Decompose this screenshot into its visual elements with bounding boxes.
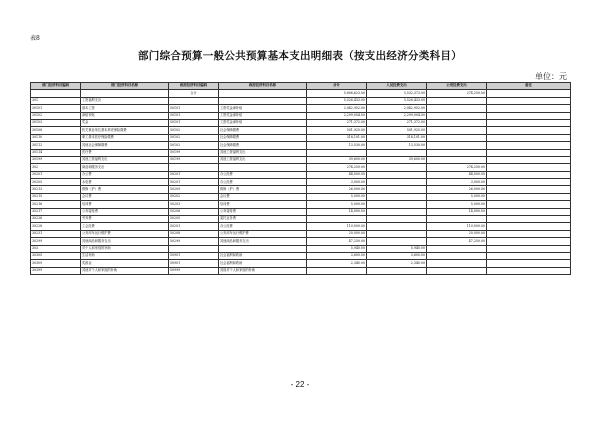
table-cell: 271,372.00: [367, 119, 427, 126]
table-cell: 50201: [169, 223, 219, 230]
table-cell: [427, 149, 487, 156]
table-row: [31, 127, 571, 134]
table-cell: [367, 230, 427, 237]
table-cell: 30299: [31, 238, 81, 245]
table-cell: 工资奖金津补贴: [219, 112, 307, 119]
table-cell: 会议费: [219, 193, 307, 200]
table-cell: 20,000.00: [427, 230, 487, 237]
table-cell: 其他工资福利支出: [219, 149, 307, 156]
table-cell: 274,250.00: [427, 90, 487, 97]
table-cell: 其他工资福利支出: [81, 156, 169, 163]
table-cell: [427, 156, 487, 163]
table-cell: 318,101.00: [367, 134, 427, 141]
table-cell: 5,000.00: [307, 201, 367, 208]
table-cell: 其他对个人和家庭的补助: [81, 267, 169, 274]
table-cell: [367, 238, 427, 245]
table-cell: [487, 97, 571, 104]
table-cell: 30215: [31, 193, 81, 200]
table-cell: 合计: [169, 90, 219, 97]
table-cell: 社会保障缴费: [219, 142, 307, 149]
table-cell: [487, 260, 571, 267]
table-cell: [367, 193, 427, 200]
table-cell: 机关事业单位基本养老保险缴费: [81, 127, 169, 134]
table-cell: [367, 267, 427, 274]
table-cell: [367, 208, 427, 215]
table-cell: [367, 223, 427, 230]
table-cell: 50199: [169, 156, 219, 163]
table-cell: [367, 179, 427, 186]
table-cell: [367, 164, 427, 171]
table-cell: [427, 97, 487, 104]
table-cell: 津贴补贴: [81, 112, 169, 119]
table-cell: [487, 238, 571, 245]
table-row: [31, 260, 571, 267]
table-cell: 110,000.00: [427, 223, 487, 230]
table-cell: [81, 90, 169, 97]
table-cell: 2,340.00: [307, 260, 367, 267]
table-cell: 办公经费: [219, 179, 307, 186]
table-cell: 30114: [31, 149, 81, 156]
table-cell: 50202: [169, 193, 219, 200]
column-header: 政府经济科目名称: [219, 83, 307, 90]
table-cell: 工资奖金津补贴: [219, 105, 307, 112]
table-cell: [487, 193, 571, 200]
table-cell: 社会福利和救助: [219, 252, 307, 259]
table-cell: [307, 216, 367, 223]
table-cell: [219, 97, 307, 104]
table-row: [31, 193, 571, 200]
table-cell: [487, 252, 571, 259]
table-cell: [427, 267, 487, 274]
table-cell: 30309: [31, 260, 81, 267]
table-cell: 501,925.00: [367, 127, 427, 134]
table-row: [31, 186, 571, 193]
table-cell: 39,600.00: [307, 156, 367, 163]
table-cell: 26,000.00: [307, 186, 367, 193]
table-cell: [427, 216, 487, 223]
table-cell: [367, 186, 427, 193]
table-cell: 50206: [169, 208, 219, 215]
table-cell: [487, 134, 571, 141]
table-cell: [487, 179, 571, 186]
table-row: [31, 156, 571, 163]
table-cell: 47,250.00: [427, 238, 487, 245]
table-cell: 318,101.00: [307, 134, 367, 141]
table-cell: [487, 149, 571, 156]
table-row: [31, 245, 571, 252]
table-cell: 水电费: [81, 179, 169, 186]
table-cell: [367, 149, 427, 156]
table-cell: [427, 142, 487, 149]
column-header: 部门经济科目编码: [31, 83, 81, 90]
table-cell: 社会福利和救助: [219, 260, 307, 267]
table-cell: [487, 112, 571, 119]
table-cell: 30228: [31, 223, 81, 230]
table-row: [31, 112, 571, 119]
table-cell: 工资奖金津补贴: [219, 119, 307, 126]
table-cell: 50299: [169, 238, 219, 245]
table-cell: 30110: [31, 134, 81, 141]
table-cell: 公务接待费: [81, 208, 169, 215]
table-cell: 5,000.00: [427, 201, 487, 208]
table-body: [31, 90, 571, 275]
page-number: - 22 -: [290, 380, 310, 389]
table-cell: 2,299,004.00: [367, 112, 427, 119]
table-cell: [427, 134, 487, 141]
table-cell: [427, 245, 487, 252]
table-cell: 2,042,952.00: [307, 105, 367, 112]
table-cell: [487, 245, 571, 252]
table-cell: 5,806,623.00: [307, 90, 367, 97]
table-cell: 50101: [169, 119, 219, 126]
table-cell: 2,340.00: [367, 260, 427, 267]
table-row: [31, 201, 571, 208]
table-cell: 20,000.00: [307, 230, 367, 237]
table-row: [31, 252, 571, 259]
table-cell: 302: [31, 164, 81, 171]
table-cell: 50205: [169, 216, 219, 223]
table-cell: 社会保障缴费: [219, 127, 307, 134]
table-cell: 50102: [169, 142, 219, 149]
table-cell: 奖金: [81, 119, 169, 126]
table-cell: 5,000.00: [427, 193, 487, 200]
table-cell: 社会保障缴费: [219, 134, 307, 141]
table-cell: 30226: [31, 216, 81, 223]
column-header: 部门经济科目名称: [81, 83, 169, 90]
table-cell: 30205: [31, 179, 81, 186]
table-cell: 5,526,433.00: [367, 97, 427, 104]
table-cell: 13,530.00: [367, 142, 427, 149]
table-cell: 办公经费: [219, 171, 307, 178]
table-cell: 301: [31, 97, 81, 104]
table-cell: 其他商品和服务支出: [81, 238, 169, 245]
table-cell: 30102: [31, 112, 81, 119]
table-cell: [427, 260, 487, 267]
table-cell: 会议费: [81, 193, 169, 200]
table-cell: 对个人和家庭的补助: [81, 245, 169, 252]
table-cell: 110,000.00: [307, 223, 367, 230]
table-cell: 公务接待费: [219, 208, 307, 215]
table-cell: 5,526,433.00: [307, 97, 367, 104]
page-title: 部门综合预算一般公共预算基本支出明细表（按支出经济分类科目）: [138, 50, 462, 62]
table-cell: [487, 186, 571, 193]
table-row: [31, 97, 571, 104]
table-cell: [487, 105, 571, 112]
table-cell: [487, 223, 571, 230]
table-cell: 13,530.00: [307, 142, 367, 149]
unit-label: 单位：元: [535, 72, 567, 81]
table-row: [31, 171, 571, 178]
table-cell: 30201: [31, 171, 81, 178]
table-cell: 3,000.00: [307, 179, 367, 186]
header-row: [31, 83, 571, 90]
table-cell: [367, 171, 427, 178]
table-cell: 50999: [169, 267, 219, 274]
table-cell: 44,000.00: [307, 171, 367, 178]
table-cell: 50102: [169, 127, 219, 134]
table-cell: 30231: [31, 230, 81, 237]
table-cell: 办公经费: [219, 223, 307, 230]
table-cell: 39,600.00: [367, 156, 427, 163]
table-cell: [487, 142, 571, 149]
column-header: 政府经济科目编码: [169, 83, 219, 90]
table-cell: 委托业务费: [219, 216, 307, 223]
table-cell: 501,925.00: [307, 127, 367, 134]
table-cell: 26,000.00: [427, 186, 487, 193]
table-cell: 5,532,373.00: [367, 90, 427, 97]
table-cell: 50201: [169, 171, 219, 178]
table-cell: [427, 252, 487, 259]
table-cell: 培训费: [81, 201, 169, 208]
table-row: [31, 105, 571, 112]
column-header: 公用经费支出: [427, 83, 487, 90]
table-cell: [487, 216, 571, 223]
table-row: [31, 142, 571, 149]
table-cell: [367, 201, 427, 208]
expenditure-table: [30, 82, 571, 275]
table-cell: 2,042,952.00: [367, 105, 427, 112]
table-cell: [487, 164, 571, 171]
table-cell: 3,600.00: [367, 252, 427, 259]
table-cell: 基本工资: [81, 105, 169, 112]
table-cell: 30217: [31, 208, 81, 215]
table-cell: 30199: [31, 156, 81, 163]
table-cell: 3,600.00: [307, 252, 367, 259]
table-cell: 30103: [31, 119, 81, 126]
table-cell: 271,372.00: [307, 119, 367, 126]
table-cell: 50203: [169, 201, 219, 208]
table-cell: 其他对个人和家庭的补助: [219, 267, 307, 274]
table-cell: [427, 112, 487, 119]
table-cell: 30216: [31, 201, 81, 208]
table-cell: [169, 245, 219, 252]
table-cell: [487, 156, 571, 163]
table-row: [31, 164, 571, 171]
table-cell: 30112: [31, 142, 81, 149]
table-cell: 工会经费: [81, 223, 169, 230]
table-row: [31, 208, 571, 215]
table-cell: 3,000.00: [427, 179, 487, 186]
table-cell: [487, 127, 571, 134]
table-cell: 50102: [169, 134, 219, 141]
table-cell: 奖励金: [81, 260, 169, 267]
table-cell: 30108: [31, 127, 81, 134]
table-cell: 其他商品和服务支出: [219, 238, 307, 245]
table-row: [31, 267, 571, 274]
table-cell: 50901: [169, 252, 219, 259]
column-header: 合计: [307, 83, 367, 90]
table-cell: 50101: [169, 112, 219, 119]
table-cell: [487, 119, 571, 126]
table-cell: 商品和服务支出: [81, 164, 169, 171]
table-cell: [219, 245, 307, 252]
table-cell: [31, 90, 81, 97]
table-cell: [487, 208, 571, 215]
table-cell: 50199: [169, 149, 219, 156]
table-cell: 公务用车运行维护费: [219, 230, 307, 237]
table-cell: 47,250.00: [307, 238, 367, 245]
table-cell: [487, 90, 571, 97]
table-cell: 303: [31, 245, 81, 252]
table-cell: 5,940.00: [367, 245, 427, 252]
table-cell: [487, 171, 571, 178]
table-cell: [169, 97, 219, 104]
table-cell: 5,940.00: [307, 245, 367, 252]
table-cell: 培训费: [219, 201, 307, 208]
table-cell: 维修（护）费: [81, 186, 169, 193]
table-cell: 30399: [31, 267, 81, 274]
table-cell: 办公费: [81, 171, 169, 178]
table-cell: 14,000.00: [307, 208, 367, 215]
table-cell: [307, 149, 367, 156]
table-cell: 50101: [169, 105, 219, 112]
table-cell: 50208: [169, 230, 219, 237]
table-cell: [427, 127, 487, 134]
table-cell: 2,299,004.00: [307, 112, 367, 119]
table-cell: 医疗费: [81, 149, 169, 156]
table-cell: 30213: [31, 186, 81, 193]
table-cell: 职工基本医疗保险缴费: [81, 134, 169, 141]
table-row: [31, 179, 571, 186]
column-header: 备注: [487, 83, 571, 90]
table-row: [31, 223, 571, 230]
table-cell: 其他社会保障缴费: [81, 142, 169, 149]
table-cell: [487, 267, 571, 274]
table-row: [31, 216, 571, 223]
table-cell: 50209: [169, 186, 219, 193]
table-row: [31, 230, 571, 237]
table-cell: [487, 201, 571, 208]
table-cell: 工资福利支出: [81, 97, 169, 104]
table-cell: 维修（护）费: [219, 186, 307, 193]
table-cell: 生活补助: [81, 252, 169, 259]
table-row: [31, 119, 571, 126]
column-header: 人员经费支出: [367, 83, 427, 90]
table-cell: 50901: [169, 260, 219, 267]
table-cell: 44,000.00: [427, 171, 487, 178]
table-cell: [219, 90, 307, 97]
table-cell: [169, 164, 219, 171]
table-number: 表8: [30, 35, 40, 42]
table-row: [31, 134, 571, 141]
table-cell: 274,250.00: [427, 164, 487, 171]
table-row: [31, 238, 571, 245]
table-cell: [367, 216, 427, 223]
table-cell: 劳务费: [81, 216, 169, 223]
table-cell: 30305: [31, 252, 81, 259]
table-cell: [307, 267, 367, 274]
table-cell: 274,250.00: [307, 164, 367, 171]
table-cell: 5,000.00: [307, 193, 367, 200]
table-row: [31, 149, 571, 156]
table-cell: [219, 164, 307, 171]
table-cell: 50201: [169, 179, 219, 186]
table-cell: 其他工资福利支出: [219, 156, 307, 163]
table-cell: 公务用车运行维护费: [81, 230, 169, 237]
table-cell: [427, 105, 487, 112]
table-cell: 14,000.00: [427, 208, 487, 215]
table-row: [31, 90, 571, 97]
table-cell: [487, 230, 571, 237]
table-cell: [427, 119, 487, 126]
table-cell: 30101: [31, 105, 81, 112]
